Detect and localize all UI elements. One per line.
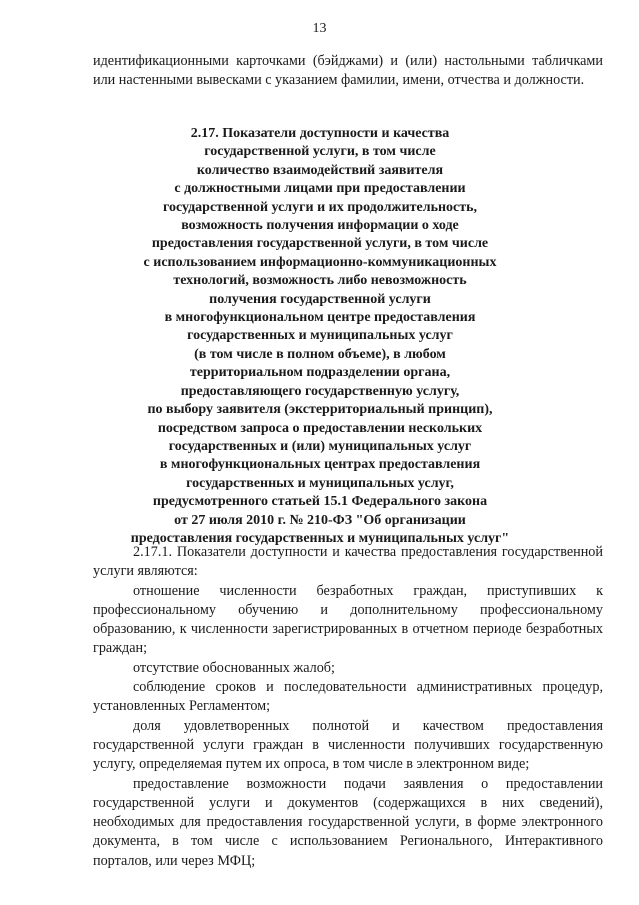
heading-line: получения государственной услуги <box>209 291 431 307</box>
heading-line: с должностными лицами при предоставлении <box>174 181 466 197</box>
heading-line: от 27 июля 2010 г. № 210-ФЗ "Об организации <box>174 512 466 528</box>
heading-line: количество взаимодействий заявителя <box>196 162 444 178</box>
heading-line: государственных и муниципальных услуг <box>187 328 453 344</box>
paragraph-deadlines: соблюдение сроков и последовательности административных процедур, установленных Регламентом; <box>93 679 603 715</box>
heading-line: предоставляющего государственную услугу, <box>180 383 460 399</box>
paragraph-electronic-submission: предоставление возможности подачи заявления о предоставлении государственной услуги и документов (содержащихся в них сведений), необходимых для предоставления государственной услуги, в форме электронного документа, в том числе с использованием Регионального, Интерактивного порталов, или через МФЦ; <box>93 775 603 869</box>
heading-line: посредством запроса о предоставлении нескольких <box>157 420 483 436</box>
paragraph-2-17-1: 2.17.1. Показатели доступности и качества предоставления государственной услуги являются: <box>93 544 603 580</box>
heading-line: по выбору заявителя (экстерриториальный принцип), <box>147 402 493 418</box>
heading-line: государственных и муниципальных услуг, <box>186 475 454 491</box>
paragraph-no-complaints: отсутствие обоснованных жалоб; <box>133 659 335 676</box>
heading-line: государственных и (или) муниципальных услуг <box>168 438 472 454</box>
paragraph-unemployed-ratio: отношение численности безработных граждан, приступивших к профессиональному обучению и дополнительному профессиональному образованию, к численности зарегистрированных в отчетном периоде безработных граждан; <box>93 582 603 657</box>
heading-line: технологий, возможность либо невозможность <box>173 273 467 289</box>
heading-line: предоставления государственной услуги, в том числе <box>151 236 489 252</box>
heading-line: государственной услуги, в том числе <box>204 144 436 160</box>
paragraph-satisfaction-share: доля удовлетворенных полнотой и качеством предоставления государственной услуги граждан в численности получивших государственную услугу, определяемая путем их опроса, в том числе в электронном виде; <box>93 717 603 773</box>
heading-line: возможность получения информации о ходе <box>181 218 459 234</box>
heading-line: предусмотренного статьей 15.1 Федерального закона <box>152 494 488 510</box>
heading-line: (в том числе в полном объеме), в любом <box>194 346 446 362</box>
heading-line: государственной услуги и их продолжительность, <box>162 199 478 215</box>
intro-paragraph: идентификационными карточками (бэйджами) и (или) настольными табличками или настенными вывесками с указанием фамилии, имени, отчества и должности. <box>93 53 603 88</box>
heading-line: в многофункциональном центре предоставления <box>164 310 476 326</box>
heading-line: территориальном подразделении органа, <box>189 365 451 381</box>
heading-line: с использованием информационно-коммуникационных <box>143 254 497 270</box>
heading-line: в многофункциональных центрах предоставления <box>159 457 481 473</box>
body-text <box>93 543 603 871</box>
heading-line: 2.17. Показатели доступности и качества <box>190 126 450 141</box>
section-heading <box>100 125 540 548</box>
page-number: 13 <box>312 21 327 36</box>
heading-line: предоставления государственных и муниципальных услуг" <box>130 530 510 546</box>
